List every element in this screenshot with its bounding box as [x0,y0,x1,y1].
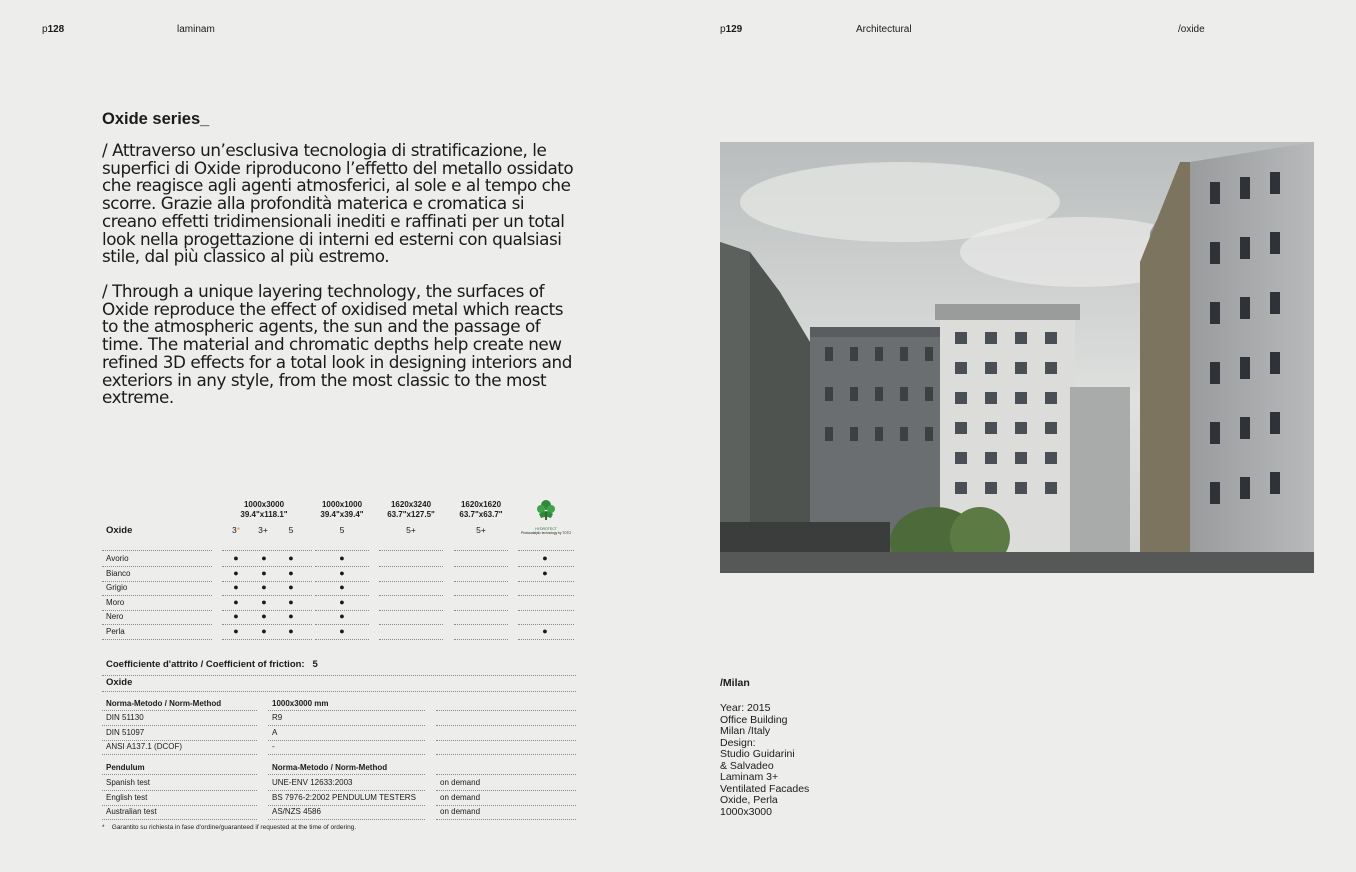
friction-header-1-left: Norma-Metodo / Norm-Method [106,699,222,708]
row-divider [268,754,425,755]
availability-dot: ● [233,553,239,563]
row-divider [268,819,425,820]
row-divider [268,725,425,726]
row-divider [454,581,508,582]
project-location: /Milan [720,677,750,689]
row-divider [454,624,508,625]
row-divider [268,710,425,711]
row-divider [315,550,369,551]
hydrotect-logo: HYDROTECT Photocatalytic technology by TOTO [520,498,572,536]
friction-cell: - [272,742,275,751]
row-divider [436,774,576,775]
row-divider [436,725,576,726]
intro-paragraph-english: / Through a unique layering technology, the surfaces of Oxide reproduce the effect of oxidised metal which reacts to the atmospheric agents, the sun and the passage of time. The material and chromatic depths help create new refined 3D effects for a total look in designing interiors and exteriors in any style, from the most classic to the most extreme. [102,281,572,408]
project-line: & Salvadeo [720,759,774,772]
availability-dot: ● [339,626,345,636]
availability-dot: ● [339,582,345,593]
row-divider [518,550,574,551]
project-line: Year: 2015 [720,702,771,714]
left-page-number: p128 [42,24,65,35]
col-head-4: 1620x1620 63.7"x63.7" [459,500,503,519]
availability-dot: ● [261,611,267,622]
project-line: Design: [720,736,756,749]
availability-dot: ● [261,596,267,607]
row-divider [102,624,212,625]
row-divider [315,639,369,640]
finish-row-label: Nero [106,612,124,622]
availability-dot: ● [288,567,294,578]
row-divider [454,639,508,640]
friction-cell: BS 7976-2:2002 PENDULUM TESTERS [272,792,416,802]
row-divider [268,790,425,791]
availability-dot: ● [261,626,267,636]
series-title: Oxide series_ [102,110,210,128]
row-divider [379,624,443,625]
friction-cell: on demand [440,807,481,816]
friction-title: Coefficiente d'attrito / Coefficient of friction: 5 [106,659,318,670]
row-divider [518,595,574,596]
row-divider [379,566,443,567]
row-divider [436,805,576,806]
thickness-c1c: 5 [288,525,294,535]
friction-header-2-mid: Norma-Metodo / Norm-Method [272,763,388,772]
availability-dot: ● [339,611,345,622]
row-divider [518,610,574,611]
friction-cell: DIN 51097 [106,727,145,737]
row-divider [102,805,257,806]
availability-dot: ● [261,582,267,593]
project-line: Milan /Italy [720,725,771,737]
row-divider [436,710,576,711]
availability-dot: ● [261,567,267,578]
row-divider [102,566,212,567]
availability-dot: ● [233,596,239,607]
row-divider [102,639,212,640]
availability-dot: ● [288,582,294,593]
thickness-c1a: 3* [231,525,241,535]
row-divider [454,550,508,551]
availability-dot: ● [261,553,267,563]
friction-cell: on demand [440,778,481,787]
thickness-c3: 5+ [406,525,416,535]
finish-row-label: Bianco [106,568,131,578]
table-series-label: Oxide [106,525,133,536]
row-divider [518,639,574,640]
thickness-c2: 5 [339,525,345,535]
friction-header-1-mid: 1000x3000 mm [272,699,329,708]
right-section: Architectural [856,24,912,35]
friction-cell: AS/NZS 4586 [272,807,321,816]
row-divider [102,710,257,711]
availability-dot: ● [339,553,345,563]
building-photo [720,142,1314,573]
finish-row-label: Grigio [106,583,128,593]
row-divider [102,550,212,551]
row-divider [436,819,576,820]
row-divider [268,774,425,775]
row-divider [454,595,508,596]
availability-dot: ● [339,596,345,607]
availability-dot: ● [339,567,345,578]
row-divider [268,740,425,741]
friction-cell: UNE-ENV 12633:2003 [272,778,353,787]
row-divider [222,639,312,640]
intro-paragraph-italian: / Attraverso un’esclusiva tecnologia di stratificazione, le superfici di Oxide riproducono l’effetto del metallo ossidato che reagisce agli agenti atmosferici, al sole e al tempo che scorre. Grazie alla profondità materica e cromatica si creano effetti tridimensionali inediti e raffinati per un total look nella progettazione di interni ed esterni con qualsiasi stile, dal più classico al più estremo. [102,140,574,267]
col-head-2: 1000x1000 39.4"x39.4" [320,500,364,519]
right-tag: /oxide [1178,24,1205,35]
friction-series: Oxide [106,677,133,688]
friction-cell: A [272,727,278,737]
project-line: Laminam 3+ [720,771,779,783]
availability-dot: ● [288,626,294,636]
row-divider [454,610,508,611]
friction-header-2-left: Pendulum [106,763,145,772]
friction-cell: on demand [440,792,481,802]
hydrotect-tree-icon [534,498,558,522]
availability-dot: ● [542,553,548,563]
row-divider [436,790,576,791]
availability-dot: ● [288,596,294,607]
row-divider [102,581,212,582]
row-divider [436,740,576,741]
project-line: Ventilated Facades [720,782,810,795]
row-divider [454,566,508,567]
availability-dot: ● [233,626,239,636]
milan-office-building-image [720,142,1314,573]
row-divider [102,819,257,820]
row-divider [379,595,443,596]
project-line: Studio Guidarini [720,748,795,760]
availability-dot: ● [288,553,294,563]
row-divider [102,610,212,611]
row-divider [379,610,443,611]
col-head-3: 1620x3240 63.7"x127.5" [387,500,435,519]
project-line: 1000x3000 [720,805,772,818]
finish-row-label: Moro [106,597,125,607]
friction-cell: English test [106,792,148,802]
thickness-c1b: 3+ [258,525,268,535]
friction-cell: Australian test [106,807,157,816]
row-divider [379,581,443,582]
footnote: * Garantito su richiesta in fase d'ordine/guaranteed if requested at the time of ordering. [102,824,357,831]
thickness-c4: 5+ [476,525,486,535]
right-page-number: p129 [720,24,743,35]
row-divider [102,754,257,755]
row-divider [102,740,257,741]
friction-cell: R9 [272,713,283,722]
project-line: Oxide, Perla [720,794,778,806]
friction-cell: ANSI A137.1 (DCOF) [106,742,183,751]
availability-dot: ● [542,626,548,636]
project-details [720,703,809,818]
availability-dot: ● [288,611,294,622]
row-divider [222,550,312,551]
row-divider [102,725,257,726]
left-brand: laminam [177,24,215,35]
availability-dot: ● [233,582,239,593]
col-head-1: 1000x3000 39.4"x118.1" [240,500,288,519]
row-divider [102,595,212,596]
row-divider [379,639,443,640]
availability-dot: ● [233,567,239,578]
friction-cell: Spanish test [106,778,151,787]
row-divider [102,790,257,791]
row-divider [379,550,443,551]
row-divider [518,581,574,582]
row-divider [268,805,425,806]
availability-dot: ● [233,611,239,622]
availability-dot: ● [542,567,548,578]
row-divider [436,754,576,755]
project-line: Office Building [720,713,788,726]
friction-cell: DIN 51130 [106,713,144,722]
finish-row-label: Perla [106,627,125,636]
finish-row-label: Avorio [106,554,129,563]
row-divider [102,774,257,775]
